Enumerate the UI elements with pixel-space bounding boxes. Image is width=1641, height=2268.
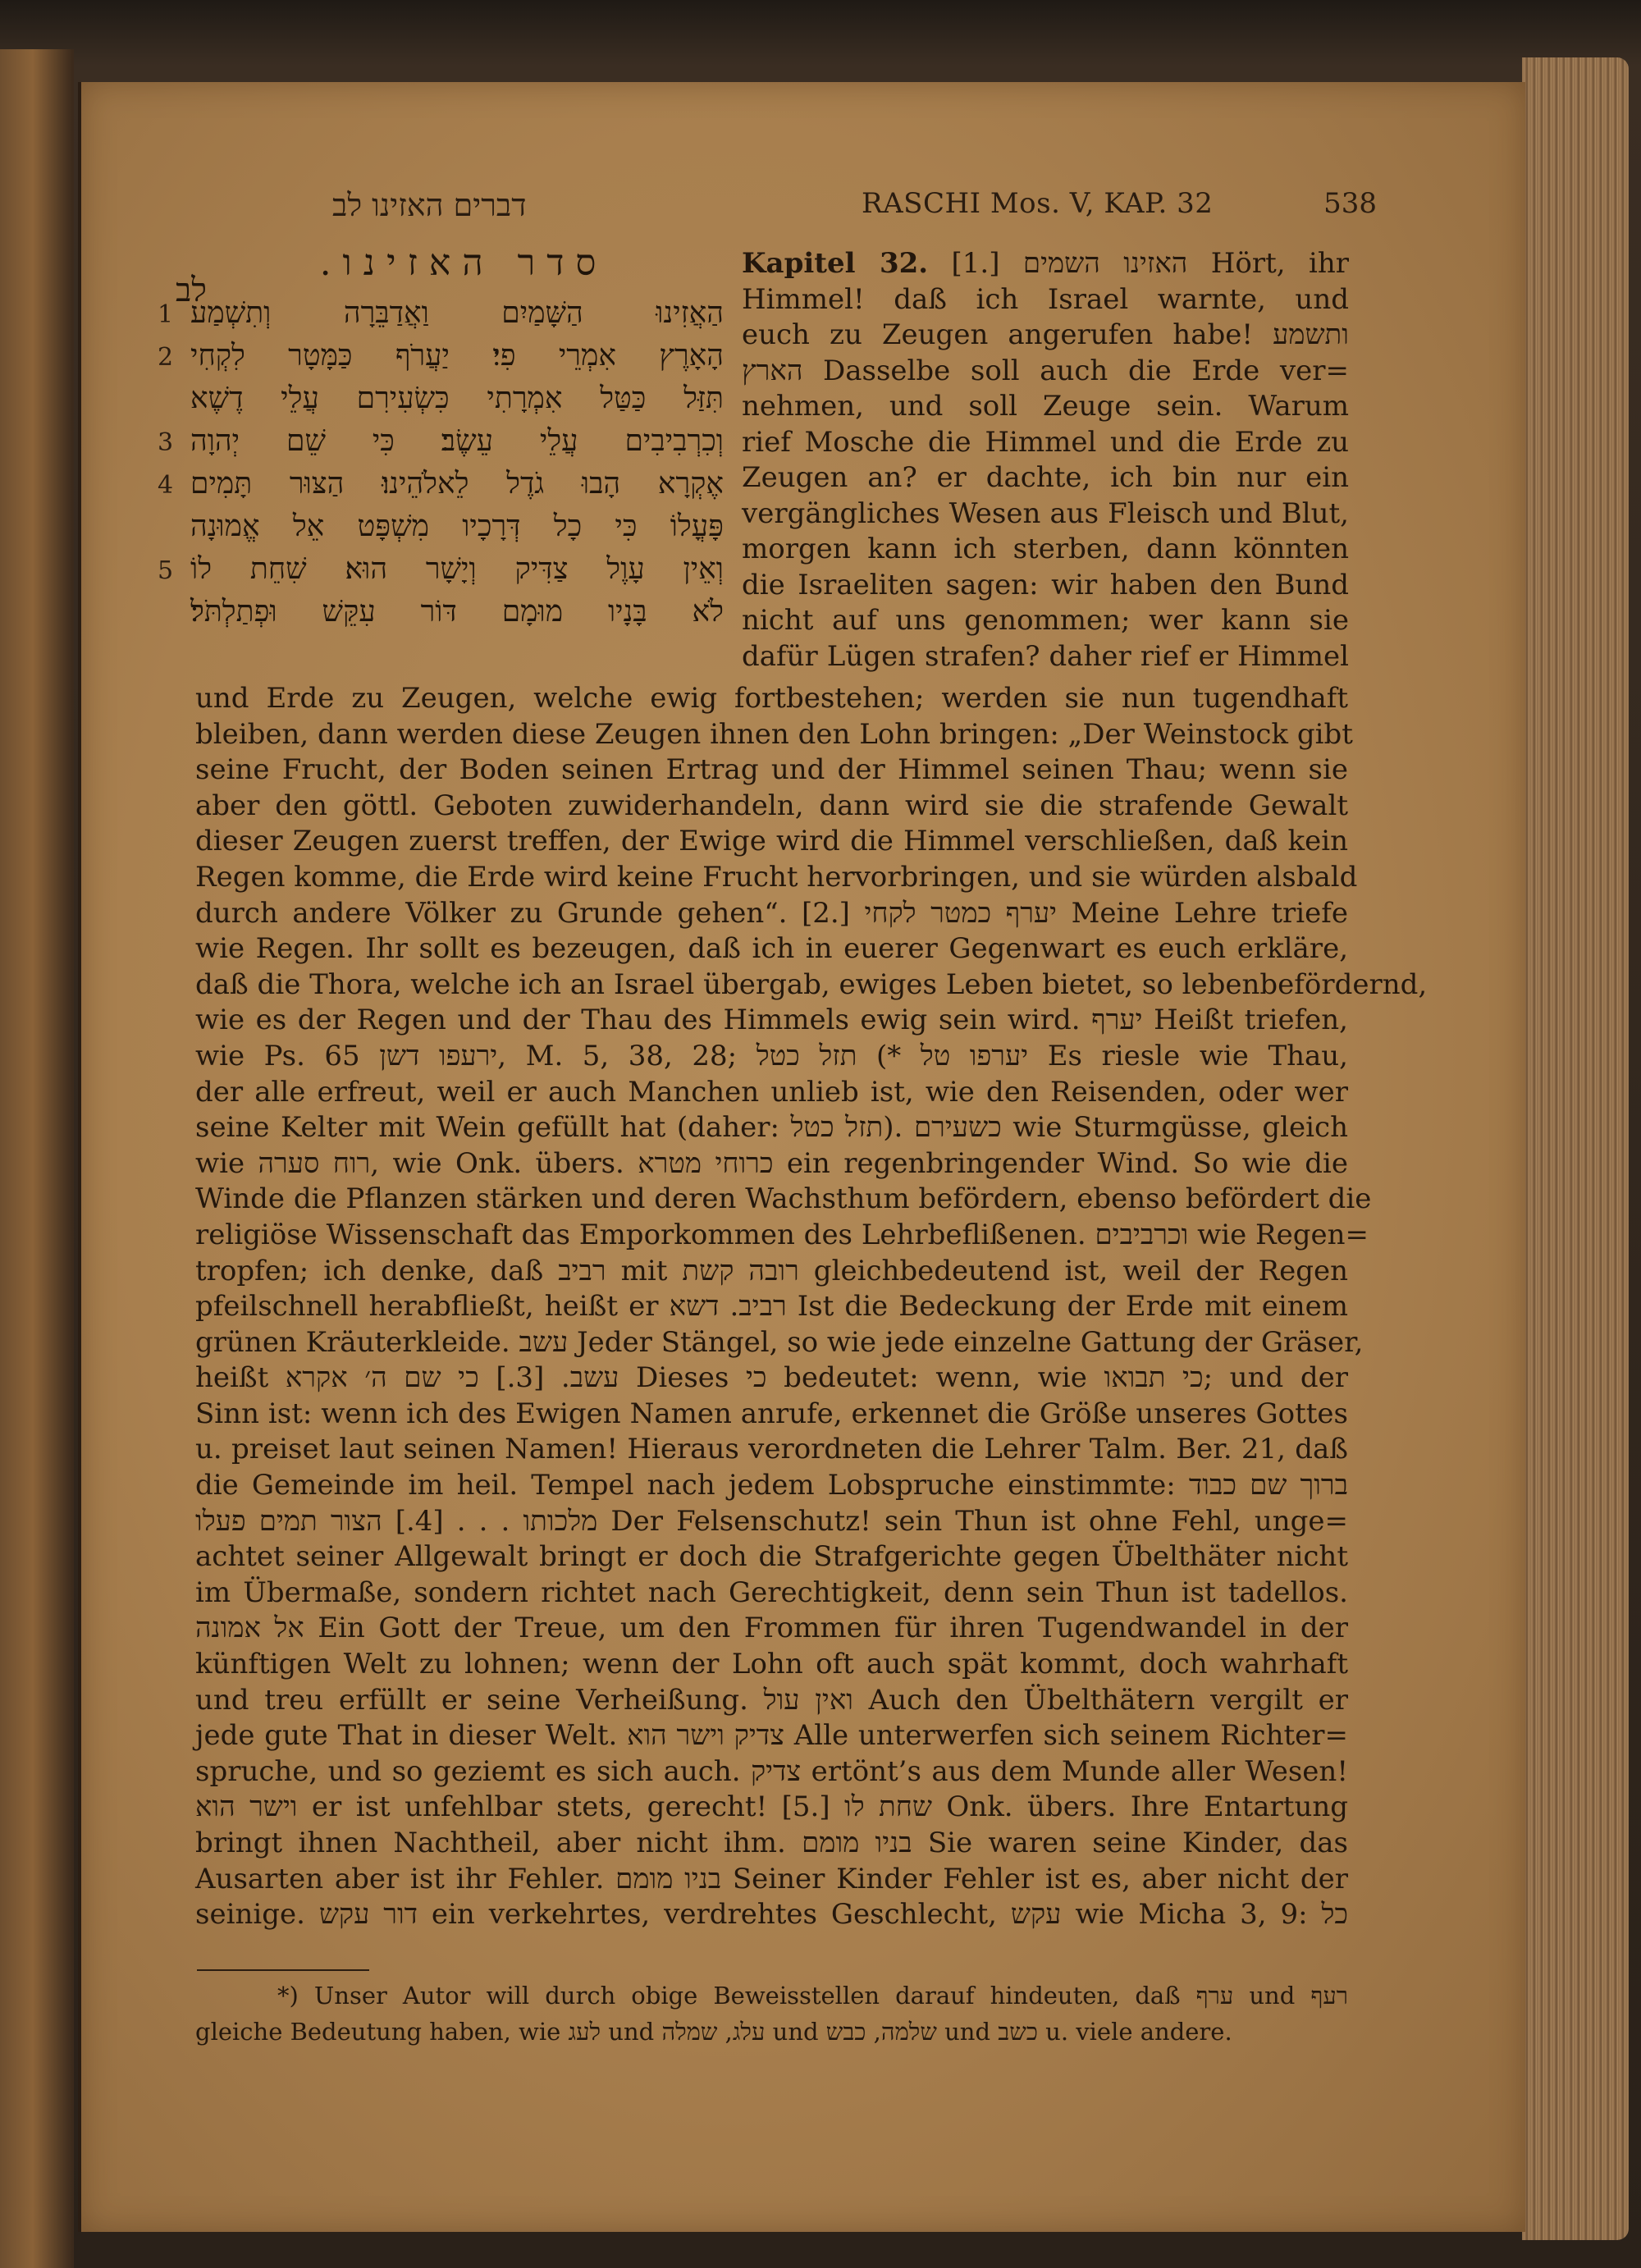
verse-number: 3: [158, 428, 174, 457]
commentary-line: aber den göttl. Geboten zuwiderhandeln, dann wird sie die strafende Gewalt: [195, 789, 1348, 822]
hebrew-running-head: דברים האזינו לב: [332, 187, 527, 223]
commentary-line: Ausarten aber ist ihr Fehler. בניו מומם Seiner Kinder Fehler ist es, aber nicht der: [195, 1862, 1348, 1895]
verse-number: 1: [158, 300, 174, 329]
commentary-line: Winde die Pflanzen stärken und deren Wachsthum befördern, ebenso befördert die: [195, 1182, 1372, 1216]
commentary-line: jede gute That in dieser Welt. צדיק וישר הוא Alle unterwerfen sich seinem Richter=: [195, 1719, 1348, 1753]
commentary-line: מלכותו . . . [4.] הצור תמים פעלו Der Felsenschutz! sein Thun ist ohne Fehl, unge=: [195, 1504, 1348, 1538]
commentary-right-column: [742, 246, 1349, 681]
commentary-line: wie רוח סערה, wie Onk. übers. כרוחי מטרא ein regenbringender Wind. So wie die: [195, 1146, 1348, 1180]
footnote-rule: [197, 1969, 369, 1971]
commentary-line: nehmen, und soll Zeuge sein. Warum: [742, 390, 1349, 423]
torah-text-block: [158, 295, 724, 648]
footnote-line: gleiche Bedeutung haben, wie לעג und עלג, שמלה und שלמה, כבש und כשב u. viele andere.: [195, 2018, 1232, 2046]
commentary-line: dieser Zeugen zuerst treffen, der Ewige wird die Himmel verschließen, daß kein: [195, 825, 1348, 858]
torah-verse-text: לֹא בָּנָיו מוּמָם דּוֹר עִקֵּשׁ וּפְתַלְתֹּל׃: [190, 595, 724, 629]
commentary-line: Himmel! daß ich Israel warnte, und: [742, 282, 1349, 316]
parasha-title: סדר האזינו.: [319, 242, 608, 284]
verse-number: 5: [158, 556, 174, 585]
commentary-line: der alle erfreut, weil er auch Manchen unlieb ist, wie den Reisenden, oder wer: [195, 1075, 1348, 1109]
commentary-line: und Erde zu Zeugen, welche ewig fortbestehen; werden sie nun tugendhaft: [195, 682, 1348, 715]
torah-verse-text: הַאֲזִינוּ הַשָּׁמַיִם וַאֲדַבֵּרָה וְתִשְׁמַע: [190, 296, 724, 330]
commentary-line: pfeilschnell herabfließt, heißt er רביב. דשא Ist die Bedeckung der Erde mit einem: [195, 1290, 1348, 1324]
running-title: RASCHI Mos. V, KAP. 32: [862, 187, 1214, 220]
page-edges: [1522, 57, 1629, 2240]
commentary-line: durch andere Völker zu Grunde gehen“. [2.] יערף כמטר לקחי Meine Lehre triefe: [195, 896, 1349, 930]
torah-line: [158, 423, 724, 464]
commentary-line: u. preiset laut seinen Namen! Hieraus verordneten die Lehrer Talm. Ber. 21, daß: [195, 1433, 1348, 1466]
kapitel-label: Kapitel 32.: [742, 247, 929, 280]
commentary-line: dafür Lügen strafen? daher rief er Himmel: [742, 639, 1349, 673]
verse-number: 4: [158, 471, 174, 500]
torah-line: [158, 466, 724, 507]
commentary-line: seine Frucht, der Boden seinen Ertrag und der Himmel seinen Thau; wenn sie: [195, 753, 1348, 787]
book-spine: [0, 49, 74, 2268]
torah-verse-text: הָאָרֶץ אִמְרֵי פִי׃ יַעֲרֹף כַּמָּטָר לִקְחִי: [190, 339, 724, 373]
commentary-line: הארץ Dasselbe soll auch die Erde ver=: [742, 354, 1349, 387]
footnote-line: *) Unser Autor will durch obige Beweisstellen darauf hindeuten, daß ערף und רעף: [277, 1982, 1348, 2010]
torah-verse-text: וְכִרְבִיבִים עֲלֵי עֵשֶׂב׃ כִּי שֵׁם יְהוָה: [190, 424, 724, 458]
verse-number: 2: [158, 343, 174, 372]
commentary-line: künftigen Welt zu lohnen; wenn der Lohn oft auch spät kommt, doch wahrhaft: [195, 1648, 1348, 1681]
commentary-line: religiöse Wissenschaft das Emporkommen des Lehrbeflißenen. וכרביבים wie Regen=: [195, 1218, 1369, 1251]
torah-verse-text: תִּזַּל כַּטַּל אִמְרָתִי כִּשְׂעִירִם עֲלֵי דֶשֶׁא: [190, 382, 724, 415]
commentary-line: Regen komme, die Erde wird keine Frucht hervorbringen, und sie würden alsbald: [195, 860, 1358, 894]
torah-line: [158, 295, 724, 336]
commentary-line: die Gemeinde im heil. Tempel nach jedem Lobspruche einstimmte: ברוך שם כבוד: [195, 1469, 1348, 1502]
commentary-line: achtet seiner Allgewalt bringt er doch die Strafgerichte gegen Übelthäter nicht: [195, 1540, 1348, 1574]
commentary-line: Zeugen an? er dachte, ich bin nur ein: [742, 461, 1349, 494]
commentary-line: wie Ps. 65 ירעפו דשן, M. 5, 38, 28; יערפו טל *) תזל כטל Es riesle wie Thau,: [195, 1039, 1348, 1072]
torah-line: [158, 509, 724, 550]
torah-line: [158, 338, 724, 379]
footnote: [195, 1978, 1348, 2060]
torah-line: [158, 381, 724, 422]
commentary-line: im Übermaße, sondern richtet nach Gerechtigkeit, denn sein Thun ist tadellos.: [195, 1575, 1348, 1609]
commentary-line: und treu erfüllt er seine Verheißung. ואין עול Auch den Übelthätern vergilt er: [195, 1683, 1348, 1717]
commentary-line: spruche, und so geziemt es sich auch. צדיק ertönt’s aus dem Munde aller Wesen!: [195, 1754, 1348, 1788]
commentary-line: seine Kelter mit Wein gefüllt hat (daher: תזל כטל). כשעירם wie Sturmgüsse, gleich: [195, 1111, 1348, 1145]
page-number: 538: [1323, 187, 1377, 220]
torah-verse-text: וְאֵין עָוֶל צַדִּיק וְיָשָׁר הוּא׃ שִׁחֵת לוֹ: [190, 552, 724, 586]
commentary-line: אל אמונה Ein Gott der Treue, um den Frommen für ihren Tugendwandel in der: [195, 1612, 1348, 1645]
commentary-line: wie es der Regen und der Thau des Himmels ewig sein wird. יערף Heißt triefen,: [195, 1004, 1348, 1037]
commentary-line: bringt ihnen Nachtheil, aber nicht ihm. בניו מומם Sie waren seine Kinder, das: [195, 1827, 1348, 1859]
commentary-line: heißt עשב. [3.] כי שם ה׳ אקרא Dieses כי bedeutet: wenn, wie כי תבואו; und der: [195, 1361, 1348, 1395]
commentary-line: bleiben, dann werden diese Zeugen ihnen den Lohn bringen: „Der Weinstock gibt: [195, 717, 1353, 751]
commentary-line: wie Regen. Ihr sollt es bezeugen, daß ich in euerer Gegenwart es euch erkläre,: [195, 932, 1348, 966]
commentary-line: die Israeliten sagen: wir haben den Bund: [742, 568, 1349, 601]
commentary-line: grünen Kräuterkleide. עשב Jeder Stängel, so wie jede einzelne Gattung der Gräser,: [195, 1325, 1364, 1359]
commentary-line: daß die Thora, welche ich an Israel übergab, ewiges Leben bietet, so lebenbefördernd,: [195, 967, 1428, 1001]
commentary-line: Sinn ist: wenn ich des Ewigen Namen anrufe, erkennet die Größe unseres Gottes: [195, 1397, 1348, 1430]
commentary-line: וישר הוא er ist unfehlbar stets, gerecht! [5.] שחת לו Onk. übers. Ihre Entartung: [195, 1790, 1349, 1824]
commentary-full-width: [195, 681, 1428, 1945]
commentary-line: rief Mosche die Himmel und die Erde zu: [742, 425, 1349, 459]
chapter-marker: לב: [176, 272, 207, 309]
commentary-opening: [1.] האזינו השמים Hört, ihr: [951, 247, 1349, 280]
commentary-line: vergängliches Wesen aus Fleisch und Blut,: [742, 496, 1349, 530]
torah-verse-text: פָּעֳלוֹ כִּי כָל דְּרָכָיו מִשְׁפָּט אֵל אֱמוּנָה: [190, 510, 724, 543]
commentary-line: tropfen; ich denke, daß רביב mit רובה קשת gleichbedeutend ist, weil der Regen: [195, 1254, 1348, 1287]
commentary-line: seinige. דור עקש ein verkehrtes, verdrehtes Geschlecht, עקש wie Micha 3, 9: כל: [195, 1898, 1349, 1932]
torah-line: [158, 551, 724, 592]
torah-line: [158, 594, 724, 635]
commentary-line: [742, 246, 1349, 282]
commentary-line: nicht auf uns genommen; wer kann sie: [742, 604, 1349, 637]
commentary-line: euch zu Zeugen angerufen habe! ותשמע: [742, 318, 1349, 351]
torah-verse-text: אֶקְרָא הָבוּ גֹדֶל לֵאלֹהֵינוּ׃ הַצּוּר תָּמִים: [190, 467, 724, 501]
commentary-line: morgen kann ich sterben, dann könnten: [742, 533, 1349, 565]
